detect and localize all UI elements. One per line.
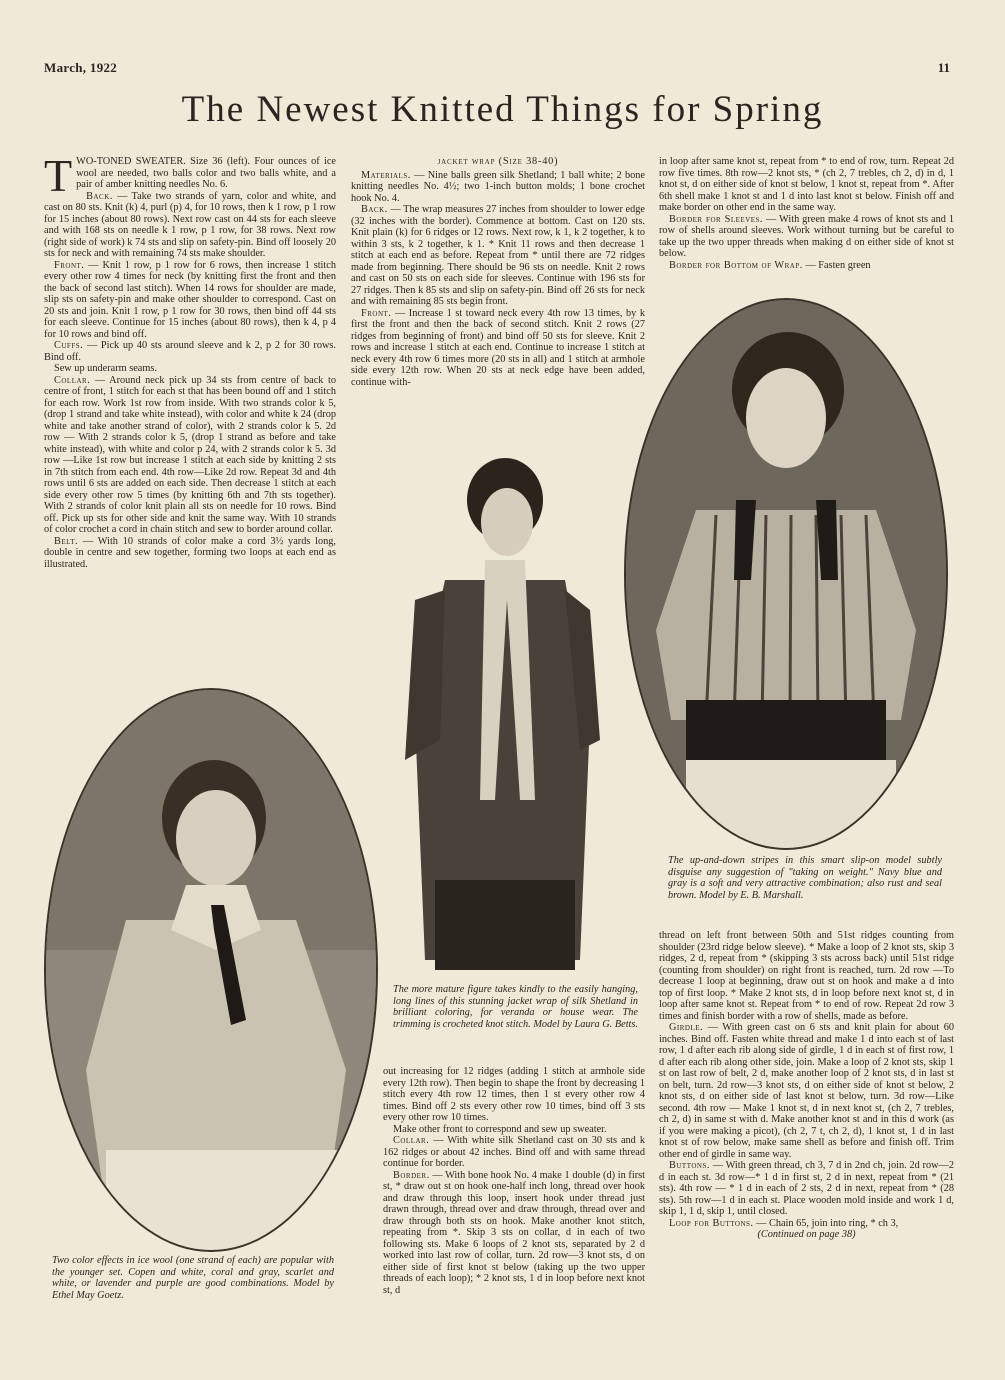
drop-cap: T: [44, 150, 73, 201]
striped-sweater-model-photo: [624, 298, 948, 850]
caption-jacket-wrap: The more mature figure takes kindly to the easily hanging, long lines of this stunning jacket wrap of silk Shetland in brilliant coloring, for veranda or house wear. The trimming is crocheted knot stitch. Model by Laura G. Betts.: [393, 984, 638, 1030]
column-3-text-upper: in loop after same knot st, repeat from * to end of row, turn. Repeat 2d row five times. 8th row—2 knot sts, * (ch 2, 7 trebles, ch 2, d) in d, 1 knot st, d on either side of knot st below, 1 knot st, repeat from *. After 6th shell make 1 knot st and 1 d into last knot st below. Finish off and make border on other end in the same way. Border for Sleeves. — With green make 4 rows of knot sts and 1 row of shells around sleeves. Work without turning but be careful to take up the two upper threads when making d on either side of knot st below. Border for Bottom of Wrap. — Fasten green: [659, 156, 955, 271]
jacket-wrap-illustration: [385, 440, 610, 980]
jacket-wrap-model-photo: [385, 440, 610, 980]
column-2-text-lower: out increasing for 12 ridges (adding 1 stitch at armhole side every 12th row). Then begin to shape the front by decreasing 1 stitch every 4th row 12 times, then 1 st every other row 4 times. Bind off 2 sts every other row 10 times, bind off 3 sts every other row 10 times. Make other front to correspond and sew up sweater. Collar. — With white silk Shetland cast on 30 sts and k 162 ridges or about 42 inches. Bind off and with same thread continue for border. Border. — With bone hook No. 4 make 1 double (d) in first st, * draw out st on hook one-half inch long, thread over hook and draw through this loop, insert hook under thread just drawn through, thread over and draw through, thread over and draw through both sts on hook. Make another knot stitch, repeating from *. Skip 3 sts on collar, d in each of two following sts. Make 6 loops of 2 knot sts, separated by 2 d worked into last row of collar, turn. 2d row—3 knot sts, d on either side of first knot st below (taking up the two upper threads of each loop); * 2 knot sts, 1 d in loop before next knot st, d: [383, 1066, 645, 1296]
caption-striped-sweater: The up-and-down stripes in this smart slip-on model subtly disguise any suggestion of "taking on weight." Navy blue and gray is a soft and very attractive combination; also rust and seal brown. Model by E. B. Marshall.: [668, 855, 942, 901]
sweater-model-photo: [44, 688, 378, 1252]
continued-note: (Continued on page 38): [757, 1229, 856, 1240]
column-1-text: TWO-TONED SWEATER. Size 36 (left). Four ounces of ice wool are needed, two balls color and two balls white, and a pair of amber knitting needles No. 6. Back. — Take two strands of yarn, color and white, and cast on 80 sts. Knit (k) 4, purl (p) 4, for 10 rows, then k 1 row, p 1 row for 15 inches (about 80 rows). Next row cast on 44 sts for each sleeve and with 168 sts on needle k 1 row, p 1 row, for 38 rows. Next row (right side of work) k 74 sts and slip on safety-pin. Bind off loosely 20 sts for neck and with remaining 74 sts make shoulder. Front. — Knit 1 row, p 1 row for 6 rows, then increase 1 stitch every other row 4 times for neck (by knitting first the front and then the back of second last stitch). When 14 rows for shoulder are made, slip sts on safety-pin and make other shoulder to correspond. Cast on 20 sts and join. Knit 1 row, p 1 row for 30 rows, then bind off 44 sts for each sleeve. Continue for 15 inches (about 80 rows), then k 4, p 4 for 10 rows and bind off. Cuffs. — Pick up 40 sts around sleeve and k 2, p 2 for 30 rows. Bind off. Sew up underarm seams. Collar. — Around neck pick up 34 sts from centre of back to centre of front, 1 stitch for each st that has been bound off and 1 stitch for each row. Work 1st row from inside. With two strands color k 5, (drop 1 strand and take white instead), with color and white k 24 (drop white and take another strand of color), with 2 strands color k 5. 2d row — With 2 strands color k 5, (drop 1 strand as before and take white instead), with white and color p 24, with 2 strands color k 5. 3d row —Like 1st row but increase 1 stitch at each side by knitting 2 sts in 7th stitch from each end. 4th row—Like 2d row. Repeat 3d and 4th rows until 6 sts are added on each side. Then decrease 1 stitch at each side every other row 5 times (by knitting 6th and 7th sts together). With 2 strands of color knit plain all sts on needle for 10 rows. Bind off. Pick up sts for other side and knit the same way. With 10 strands of color crochet a cord in chain stitch and sew to border around collar. Belt. — With 10 strands of color make a cord 3½ yards long, double in centre and sew together, forming two loops at each end as illustrated.: [44, 150, 337, 570]
column-3-text-lower: thread on left front between 50th and 51st ridges counting from shoulder (23rd ridge below sleeve). * Make a loop of 2 knot sts, skip 3 ridges, 2 d, repeat from * (skipping 3 sts across back) until 51st ridge (counting from shoulder) on right front is reached, turn. 2d row —To decrease 1 loop at beginning, draw out st on hook and make a d into top of first loop. * Make 2 knot sts, d in loop before next knot st, d in loop after same knot st. Repeat from * to end of row. Repeat 2d row 3 times and finish border with a row of shells, made as before. Girdle. — With green cast on 6 sts and knit plain for about 60 inches. Bind off. Fasten white thread and make 1 d into each st of last row, 1 d after each rib along side of girdle, 1 d in each st of first row, 1 d after each rib along other side, join. Make a loop of 2 knot sts, skip 1 st on last row of belt, 2 d, make another loop of 2 knot sts, d in last st on belt, turn. 2d row—3 knot sts, d on either side of knot st below, 2 knot sts, d on either side of last knot st below, turn. 3d row—Like second. 4th row — Make 1 knot st, d in next knot st, (ch 2, 7 trebles, ch 2, d) in same st with d. Make another knot st and in this d work (as if you were making a picot), (ch 2, 7 t, ch 2, d), 1 knot st, 1 d in last knot st of row below, make same shell as before and finish off. Trim other end of girdle in same way. Buttons. — With green thread, ch 3, 7 d in 2nd ch, join. 2d row—2 d in each st. 3d row—* 1 d in first st, 2 d in next, repeat from * (21 sts). 4th row — * 1 d in each of 2 sts, 2 d in next, repeat from * (28 sts). 5th row—1 d in each st. Place wooden mold inside and work 1 d, skip 1, 1 d, skip 1, until closed. Loop for Buttons. — Chain 65, join into ring, * ch 3, (Continued on page 38): [659, 930, 955, 1240]
page-title: The Newest Knitted Things for Spring: [181, 89, 824, 130]
column-2-text-upper: jacket wrap (Size 38-40) Materials. — Nine balls green silk Shetland; 1 ball white; 2 bone knitting needles No. 4½; two 1-inch button molds; 1 bone crochet hook No. 4. Back. — The wrap measures 27 inches from shoulder to lower edge (32 inches with the border). Commence at bottom. Cast on 120 sts. Knit plain (k) for 6 ridges or 12 rows. Next row, k 1, k 2 together, k to within 3 sts, k 2 together, k 1. * Knit 11 rows and then decrease 1 stitch at each end as before. Repeat from * until there are 72 ridges made from beginning. There should be 96 sts on needle. Knit 2 rows and cast on 50 sts on each side for sleeves. Continue with 196 sts for 27 ridges. Then k 85 sts and slip on safety-pin. Bind off 26 sts for neck and with remaining 85 sts begin front. Front. — Increase 1 st toward neck every 4th row 13 times, by k first the front and then the back of second stitch. Knit 2 rows (27 ridges from beginning of front) and bind off 50 sts for sleeve. Knit 2 rows and increase 1 stitch at each end. Continue to increase 1 stitch at neck every 4th row 6 times more (20 sts in all) and 1 stitch at armhole side every 12th row. When 20 sts at neck edge have been added, continue with-: [351, 156, 645, 388]
issue-date: March, 1922: [44, 60, 118, 75]
striped-sweater-illustration: [626, 300, 946, 848]
jacket-wrap-subhead: jacket wrap (Size 38-40): [437, 156, 559, 167]
sweater-intro: WO-TONED SWEATER. Size 36 (left). Four ounces of ice wool are needed, two balls color and two balls white, and a pair of amber knitting needles No. 6.: [76, 156, 336, 190]
page-number: 11: [937, 60, 950, 75]
caption-two-tone-sweater: Two color effects in ice wool (one strand of each) are popular with the younger set. Copen and white, coral and gray, scarlet and white, or lavender and purple are good combinations. Model by Ethel May Goetz.: [52, 1255, 334, 1301]
sweater-model-illustration: [46, 690, 376, 1250]
